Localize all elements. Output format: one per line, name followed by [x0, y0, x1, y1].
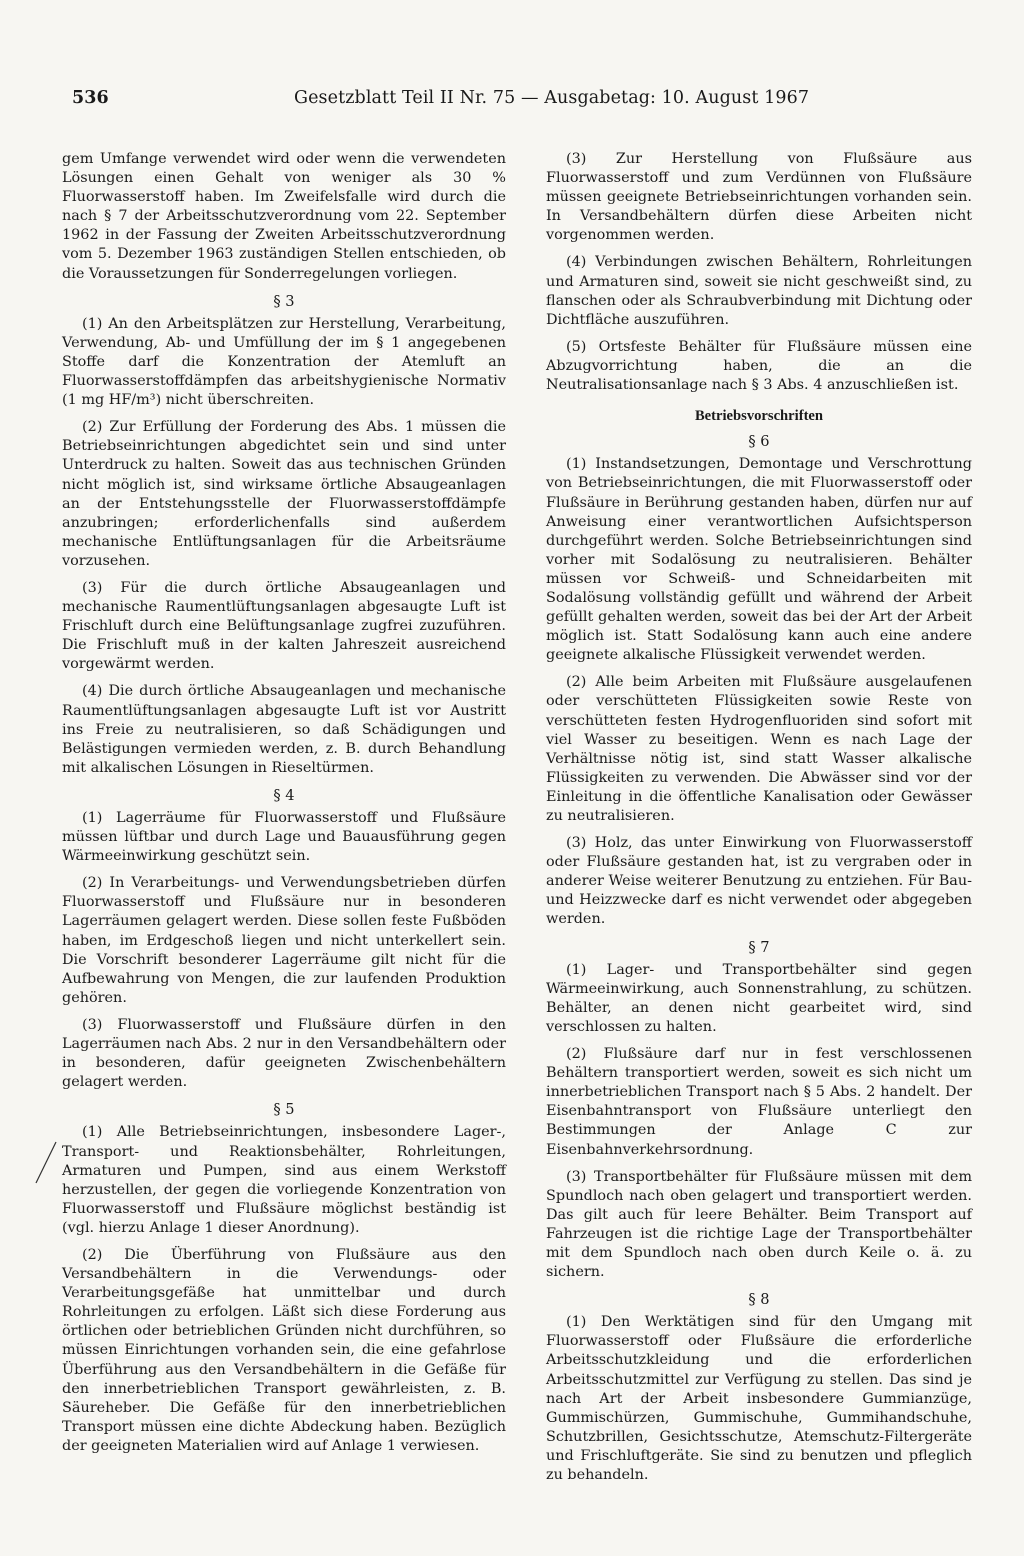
- section-3-para-4: (4) Die durch örtliche Absaugeanlagen und mechanische Raumentlüftungsanlagen abgesaugte Luft ist vor Austritt ins Freie zu neutralisieren, so daß Schädigungen und Belästigungen vermieden werden, z. B. durch Behandlung mit alkalischen Lösungen in Rieseltürmen.: [62, 683, 506, 776]
- section-3-heading: § 3: [273, 292, 295, 310]
- section-6-para-3: (3) Holz, das unter Einwirkung von Fluorwasserstoff oder Flußsäure gestanden hat, ist zu vergraben oder in anderer Weise weiterer Benutzung zu entziehen. Für Bau- und Heizzwecke darf es nicht verwendet oder abgegeben werden.: [546, 835, 972, 928]
- intro-paragraph: gem Umfange verwendet wird oder wenn die verwendeten Lösungen einen Gehalt von weniger als 30 % Fluorwasserstoff haben. Im Zweifelsfalle wird durch die nach § 7 der Arbeitsschutzverordnung vom 22. September 1962 in der Fassung der Zweiten Arbeitsschutzverordnung vom 5. Dezember 1963 zuständigen Stellen entschieden, ob die Voraussetzungen für Sonderregelungen vorliegen.: [62, 151, 506, 282]
- section-5-para-2: (2) Die Überführung von Flußsäure aus den Versandbehältern in die Verwendungs- oder Verarbeitungsgefäße hat unmittelbar und durch Rohrleitungen zu erfolgen. Läßt sich diese Forderung aus örtlichen oder betrieblichen Gründen nicht durchführen, so müssen Einrichtungen vorhanden sein, die eine gefahrlose Überführung aus den Versandbehältern in die Gefäße für den innerbetrieblichen Transport gewährleisten, z. B. Säureheber. Die Gefäße für den innerbetrieblichen Transport müssen eine dichte Abdeckung haben. Bezüglich der geeigneten Materialien wird auf Anlage 1 verwiesen.: [62, 1246, 506, 1454]
- betriebsvorschriften-heading: Betriebsvorschriften: [694, 408, 824, 425]
- page-number: 536: [72, 88, 109, 108]
- section-8-para-1: (1) Den Werktätigen sind für den Umgang mit Fluorwasserstoff oder Flußsäure die erforderliche Arbeitsschutzkleidung und die erforderlichen Arbeitsschutzmittel zur Verfügung zu stellen. Das sind je nach Art der Arbeit insbesondere Gummianzüge, Gummischürzen, Gummischuhe, Gummihandschuhe, Schutzbrillen, Gesichtsschutze, Atemschutz-Filtergeräte und Frischluftgeräte. Sie sind zu benutzen und pfleglich zu behandeln.: [546, 1314, 972, 1483]
- section-4-para-1: (1) Lagerräume für Fluorwasserstoff und Flußsäure müssen lüftbar und durch Lage und Bauausführung gegen Wärmeeinwirkung geschützt sein.: [62, 810, 506, 865]
- right-column: [546, 150, 972, 1493]
- section-5-para-4: (4) Verbindungen zwischen Behältern, Rohrleitungen und Armaturen sind, soweit sie nicht geschweißt sind, zu flanschen oder als Schraubverbindung mit Dichtung oder Dichtfläche auszuführen.: [546, 254, 972, 328]
- page-header: [72, 88, 810, 116]
- section-5-para-3: (3) Zur Herstellung von Flußsäure aus Fluorwasserstoff und zum Verdünnen von Flußsäure müssen geeignete Betriebseinrichtungen vorhanden sein. In Versandbehältern dürfen diese Arbeiten nicht vorgenommen werden.: [546, 151, 972, 244]
- section-6-para-1: (1) Instandsetzungen, Demontage und Verschrottung von Betriebseinrichtungen, die mit Fluorwasserstoff oder Flußsäure in Berührung gestanden haben, dürfen nur auf Anweisung einer verantwortlichen Aufsichtsperson durchgeführt werden. Solche Betriebseinrichtungen sind vorher mit Sodalösung zu neutralisieren. Behälter müssen vor Schweiß- und Schneidarbeiten mit Sodalösung vollständig gefüllt und während der Arbeit gefüllt gehalten werden, soweit das bei der Art der Arbeit möglich ist. Statt Sodalösung kann auch eine andere geeignete alkalische Flüssigkeit verwendet werden.: [546, 456, 972, 664]
- section-4-heading: § 4: [273, 786, 295, 804]
- section-5-para-5: (5) Ortsfeste Behälter für Flußsäure müssen eine Abzugvorrichtung haben, die an die Neutralisationsanlage nach § 3 Abs. 4 anzuschließen ist.: [546, 338, 972, 394]
- section-7-heading: § 7: [748, 938, 770, 956]
- section-4-para-2: (2) In Verarbeitungs- und Verwendungsbetrieben dürfen Fluorwasserstoff und Flußsäure nur in besonderen Lagerräumen gelagert werden. Diese sollen feste Fußböden haben, im Erdgeschoß liegen und nicht unterkellert sein. Die Vorschrift besonderer Lagerräume gilt nicht für die Aufbewahrung von Mengen, die zur laufenden Produktion gehören.: [62, 875, 506, 1006]
- section-7-para-3: (3) Transportbehälter für Flußsäure müssen mit dem Spundloch nach oben gelagert und transportiert werden. Das gilt auch für leere Behälter. Beim Transport auf Fahrzeugen ist die richtige Lage der Transportbehälter mit dem Spundloch nach oben durch Keile o. ä. zu sichern.: [546, 1168, 972, 1281]
- section-3-para-3: (3) Für die durch örtliche Absaugeanlagen und mechanische Raumentlüftungsanlagen abgesaugte Luft ist Frischluft durch eine Belüftungsanlage zugfrei zuzuführen. Die Frischluft muß in der kalten Jahreszeit ausreichend vorgewärmt werden.: [62, 579, 506, 673]
- section-3-para-2: (2) Zur Erfüllung der Forderung des Abs. 1 müssen die Betriebseinrichtungen abgedichtet sein und sind unter Unterdruck zu halten. Soweit das aus technischen Gründen nicht möglich ist, sind wirksame örtliche Absaugeanlagen an der Entstehungsstelle der Fluorwasserstoffdämpfe anzubringen; erforderlichenfalls sind außerdem mechanische Entlüftungsanlagen für die Arbeitsräume vorzusehen.: [62, 419, 506, 569]
- section-7-para-1: (1) Lager- und Transportbehälter sind gegen Wärmeeinwirkung, auch Sonnenstrahlung, zu schützen. Behälter, an denen nicht gearbeitet wird, sind verschlossen zu halten.: [546, 961, 972, 1035]
- left-column: [62, 150, 506, 1464]
- section-8-heading: § 8: [748, 1291, 770, 1309]
- pencil-mark: [34, 1140, 58, 1185]
- section-3-para-1: (1) An den Arbeitsplätzen zur Herstellung, Verarbeitung, Verwendung, Ab- und Umfüllung der im § 1 angegebenen Stoffe darf die Konzentration der Atemluft an Fluorwasserstoffdämpfen das arbeitshygienische Normativ (1 mg HF/m³) nicht überschreiten.: [62, 315, 506, 409]
- section-5-para-1: (1) Alle Betriebseinrichtungen, insbesondere Lager-, Transport- und Reaktionsbehälter, Rohrleitungen, Armaturen und Pumpen, sind aus einem Werkstoff herzustellen, der gegen die vorliegende Konzentration von Fluorwasserstoff und Flußsäure möglichst beständig ist (vgl. hierzu Anlage 1 dieser Anordnung).: [62, 1124, 506, 1236]
- section-4-para-3: (3) Fluorwasserstoff und Flußsäure dürfen in den Lagerräumen nach Abs. 2 nur in den Versandbehältern oder in besonderen, dafür geeigneten Zwischenbehältern gelagert werden.: [62, 1016, 506, 1091]
- section-6-heading: § 6: [748, 433, 770, 451]
- gazette-title: Gesetzblatt Teil II Nr. 75 — Ausgabetag: 10. August 1967: [294, 88, 810, 108]
- section-7-para-2: (2) Flußsäure darf nur in fest verschlossenen Behältern transportiert werden, soweit es sich nicht um innerbetrieblichen Transport nach § 5 Abs. 2 handelt. Der Eisenbahntransport von Flußsäure unterliegt den Bestimmungen der Anlage C zur Eisenbahnverkehrsordnung.: [546, 1046, 972, 1158]
- section-6-para-2: (2) Alle beim Arbeiten mit Flußsäure ausgelaufenen oder verschütteten Flüssigkeiten sowie Reste von verschütteten festen Hydrogenfluoriden sind sofort mit viel Wasser zu beseitigen. Wenn es nach Lage der Verhältnisse nötig ist, sind statt Wasser alkalische Flüssigkeiten zu verwenden. Die Abwässer sind vor der Einleitung in die öffentliche Kanalisation oder Gewässer zu neutralisieren.: [546, 674, 972, 824]
- section-5-heading: § 5: [273, 1101, 295, 1119]
